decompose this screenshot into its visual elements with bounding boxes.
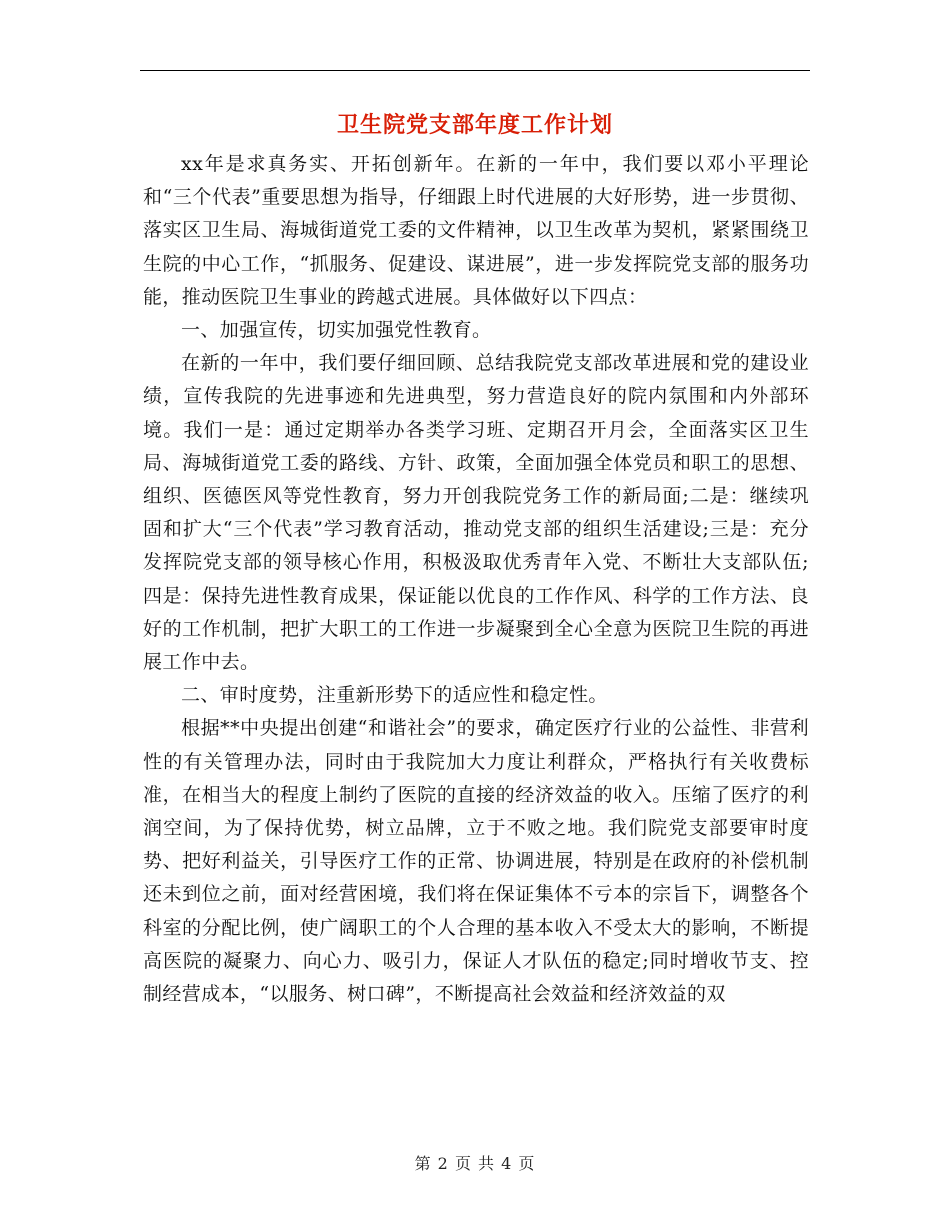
- header-rule: [140, 70, 810, 71]
- section-heading-1: 一、加强宣传，切实加强党性教育。: [181, 319, 492, 342]
- paragraph-section-1: 在新的一年中，我们要仔细回顾、总结我院党支部改革进展和党的建设业绩，宣传我院的先进事迹和先进典型，努力营造良好的院内氛围和内外部环境。我们一是：通过定期举办各类学习班、定期召开月会，全面落实区卫生局、海城街道党工委的路线、方针、政策，全面加强全体党员和职工的思想、组织、医德医风等党性教育，努力开创我院党务工作的新局面;二是：继续巩固和扩大“三个代表”学习教育活动，推动党支部的组织生活建设;三是：充分发挥院党支部的领导核心作用，积极汲取优秀青年入党、不断壮大支部队伍;四是：保持先进性教育成果，保证能以优良的工作作风、科学的工作方法、良好的工作机制，把扩大职工的工作进一步凝聚到全心全意为医院卫生院的再进展工作中去。: [143, 352, 809, 674]
- paragraph-section-2: 根据**中央提出创建“和谐社会”的要求，确定医疗行业的公益性、非营利性的有关管理办法，同时由于我院加大力度让利群众，严格执行有关收费标准，在相当大的程度上制约了医院的直接的经济效益的收入。压缩了医疗的利润空间，为了保持优势，树立品牌，立于不败之地。我们院党支部要审时度势、把好利益关，引导医疗工作的正常、协调进展，特别是在政府的补偿机制还未到位之前，面对经营困境，我们将在保证集体不亏本的宗旨下，调整各个科室的分配比例，使广阔职工的个人合理的基本收入不受太大的影响，不断提高医院的凝聚力、向心力、吸引力，保证人才队伍的稳定;同时增收节支、控制经营成本，“以服务、树口碑”，不断提高社会效益和经济效益的双: [143, 717, 809, 1006]
- page-number-footer: 第 2 页 共 4 页: [414, 1154, 536, 1173]
- section-heading-2: 二、审时度势，注重新形势下的适应性和稳定性。: [181, 684, 608, 707]
- document-body: [143, 148, 809, 1011]
- paragraph-intro: xx年是求真务实、开拓创新年。在新的一年中，我们要以邓小平理论和“三个代表”重要思想为指导，仔细跟上时代进展的大好形势，进一步贯彻、落实区卫生局、海城街道党工委的文件精神，以卫生改革为契机，紧紧围绕卫生院的中心工作，“抓服务、促建设、谋进展”，进一步发挥院党支部的服务功能，推动医院卫生事业的跨越式进展。具体做好以下四点：: [143, 153, 809, 308]
- document-title: 卫生院党支部年度工作计划: [336, 112, 613, 138]
